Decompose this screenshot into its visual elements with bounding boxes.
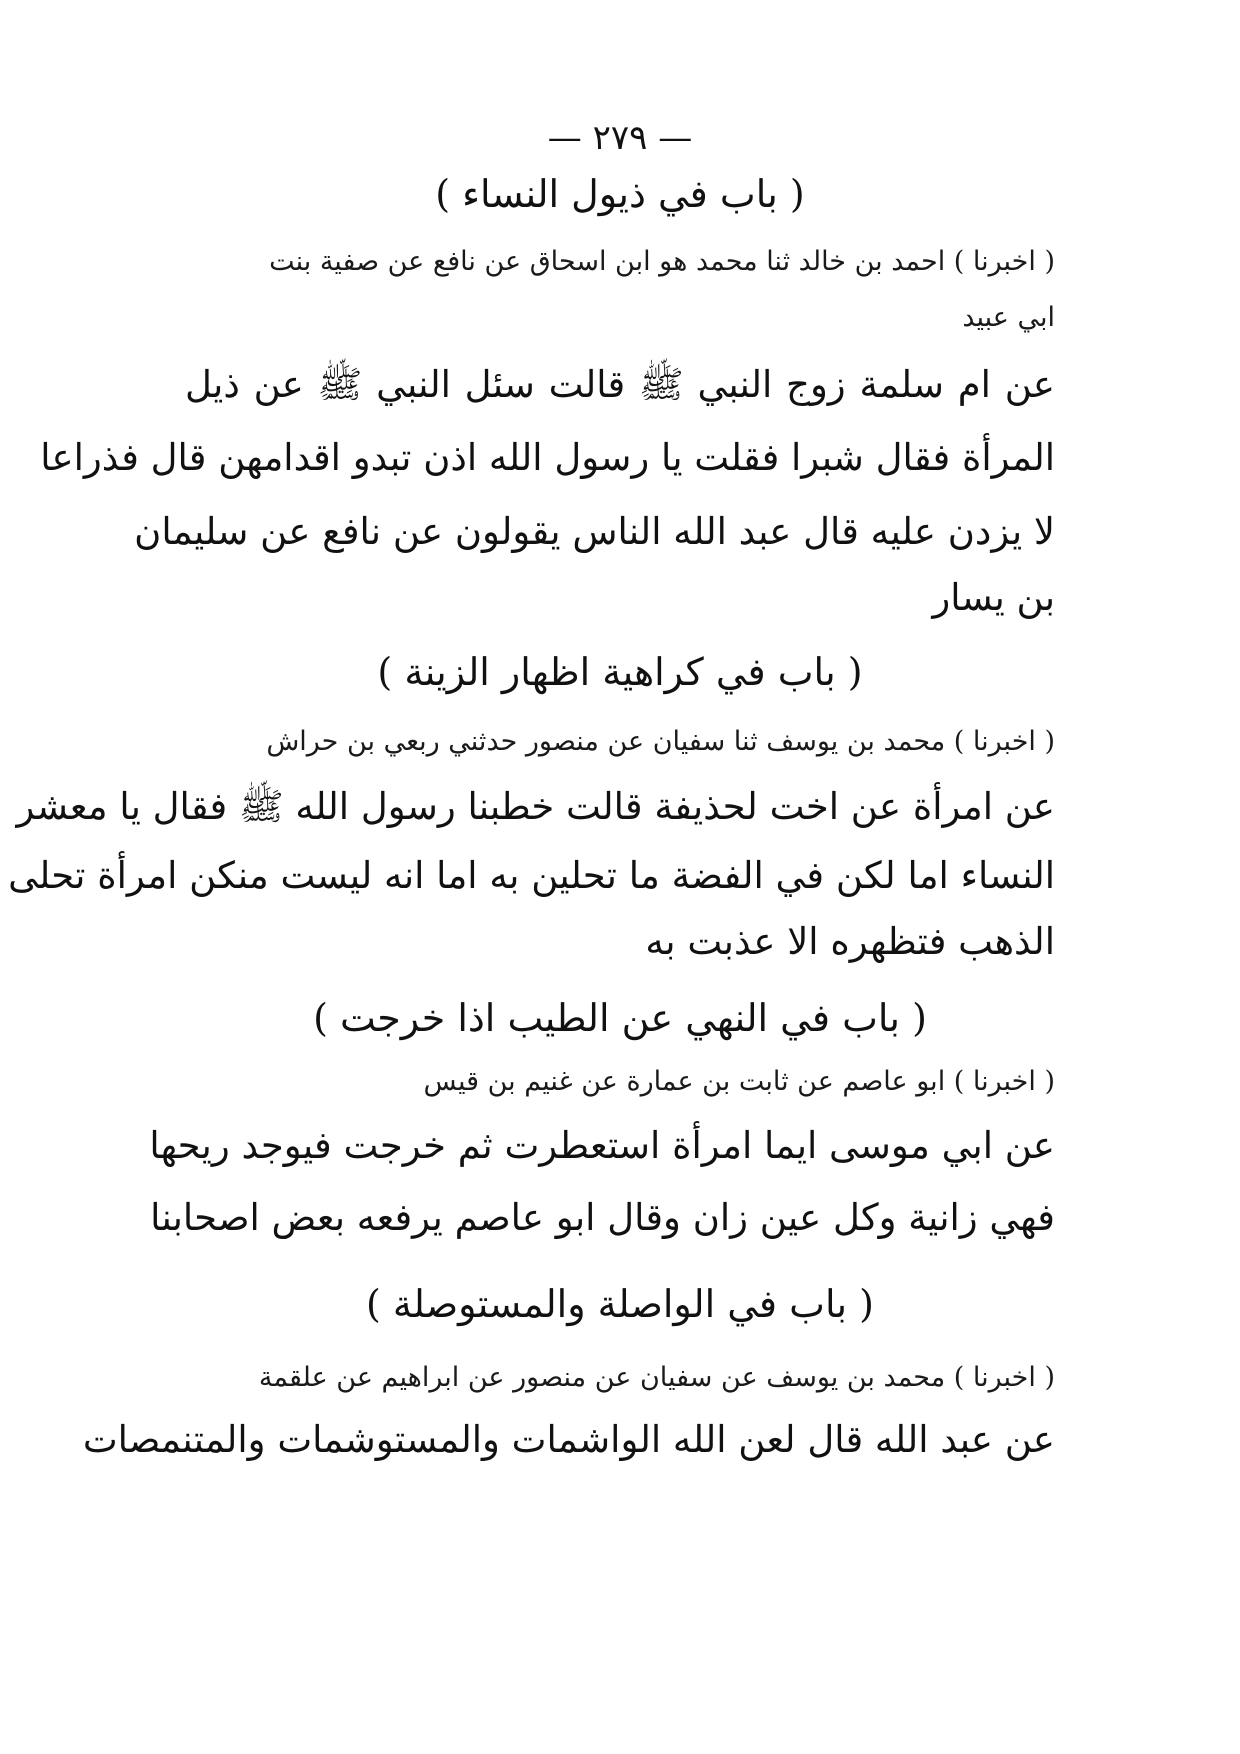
- isnad-line: ابي عبيد: [962, 302, 1055, 333]
- matn-line: عن عبد الله قال لعن الله الواشمات والمستوشمات والمتنمصات: [82, 1418, 1055, 1461]
- matn-line: عن امرأة عن اخت لحذيفة قالت خطبنا رسول الله ﷺ فقال يا معشر: [16, 785, 1055, 828]
- matn-line: عن ام سلمة زوج النبي ﷺ قالت سئل النبي ﷺ عن ذيل: [185, 363, 1055, 406]
- matn-line: الذهب فتظهره الا عذبت به: [645, 920, 1055, 963]
- matn-line: المرأة فقال شبرا فقلت يا رسول الله اذن تبدو اقدامهن قال فذراعا: [40, 436, 1055, 479]
- matn-line: عن ابي موسى ايما امرأة استعطرت ثم خرجت فيوجد ريحها: [149, 1124, 1055, 1167]
- isnad-line: ( اخبرنا ) احمد بن خالد ثنا محمد هو ابن اسحاق عن نافع عن صفية بنت: [269, 246, 1055, 277]
- section-heading: ( باب في الواصلة والمستوصلة ): [365, 1282, 875, 1326]
- matn-line: فهي زانية وكل عين زان وقال ابو عاصم يرفعه بعض اصحابنا: [150, 1196, 1055, 1239]
- page-number: — ٢٧٩ —: [547, 118, 693, 158]
- isnad-line: ( اخبرنا ) محمد بن يوسف ثنا سفيان عن منصور حدثني ربعي بن حراش: [266, 726, 1055, 757]
- matn-line: النساء اما لكن في الفضة ما تحلين به اما انه ليست منكن امرأة تحلى: [8, 854, 1055, 897]
- section-heading: ( باب في النهي عن الطيب اذا خرجت ): [313, 996, 927, 1040]
- isnad-line: ( اخبرنا ) ابو عاصم عن ثابت بن عمارة عن غنيم بن قيس: [423, 1066, 1055, 1097]
- matn-line: لا يزدن عليه قال عبد الله الناس يقولون عن نافع عن سليمان: [134, 510, 1055, 553]
- section-heading: ( باب في كراهية اظهار الزينة ): [377, 650, 863, 694]
- matn-line: بن يسار: [932, 576, 1055, 619]
- isnad-line: ( اخبرنا ) محمد بن يوسف عن سفيان عن منصور عن ابراهيم عن علقمة: [258, 1362, 1055, 1393]
- section-heading: ( باب في ذيول النساء ): [435, 172, 805, 216]
